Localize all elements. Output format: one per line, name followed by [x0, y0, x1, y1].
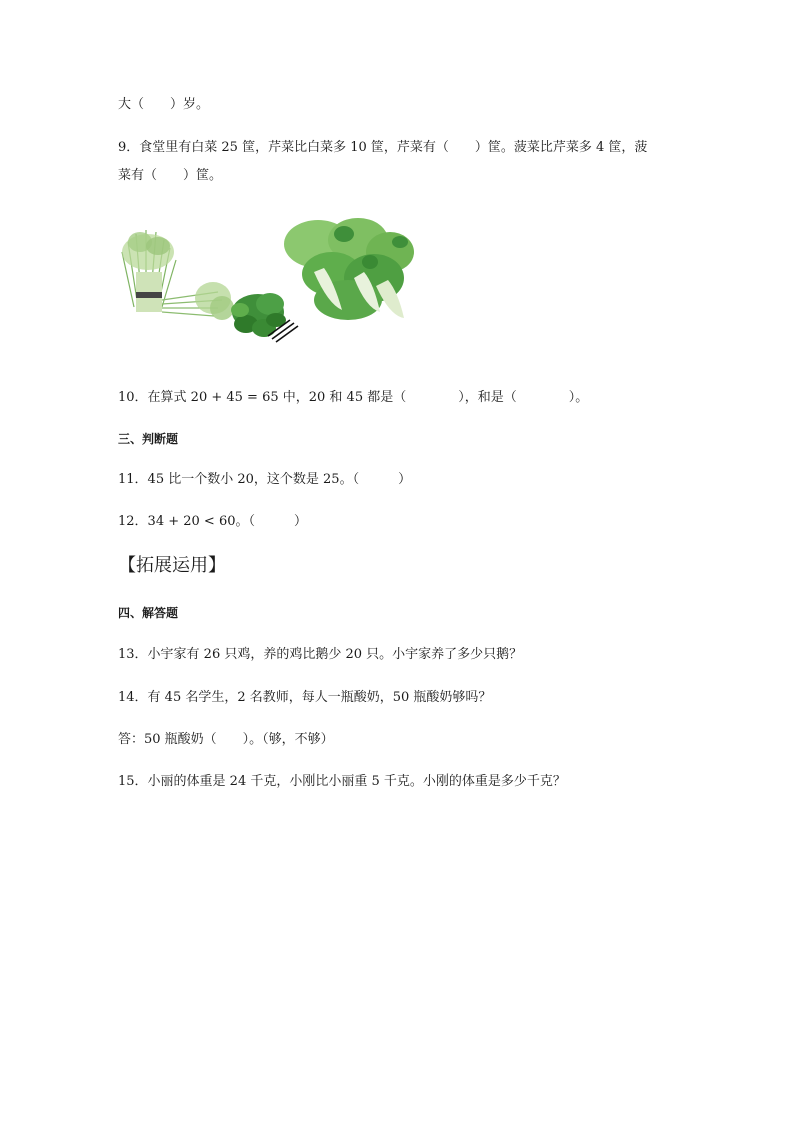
question-15: 15．小丽的体重是 24 千克，小刚比小丽重 5 千克。小刚的体重是多少千克？ — [118, 774, 566, 789]
question-14-answer: 答：50 瓶酸奶（ ）。（够，不够） — [118, 732, 334, 747]
section-4-heading: 四、解答题 — [118, 606, 179, 620]
question-10: 10．在算式 20 + 45 = 65 中，20 和 45 都是（ ），和是（ ）。 — [118, 390, 589, 405]
question-9-line-1: 9．食堂里有白菜 25 筐，芹菜比白菜多 10 筐，芹菜有（ ）筐。菠菜比芹菜多 4 筐，菠 — [118, 140, 648, 155]
question-8-tail: 大（ ）岁。 — [118, 97, 210, 112]
extension-heading: 【拓展运用】 — [118, 555, 226, 576]
question-13: 13．小宇家有 26 只鸡，养的鸡比鹅少 20 只。小宇家养了多少只鹅？ — [118, 647, 523, 662]
cabbage-pile-icon — [284, 218, 414, 320]
question-9-line-2: 菜有（ ）筐。 — [118, 168, 223, 183]
question-14: 14．有 45 名学生，2 名教师，每人一瓶酸奶，50 瓶酸奶够吗？ — [118, 690, 492, 705]
spinach-bundle-icon — [231, 293, 298, 342]
celery-bundle-icon — [122, 230, 234, 320]
section-3-heading: 三、判断题 — [118, 432, 179, 446]
question-12: 12．34 + 20 < 60。（ ） — [118, 514, 307, 529]
vegetables-illustration — [118, 212, 418, 357]
question-11: 11．45 比一个数小 20，这个数是 25。（ ） — [118, 472, 412, 487]
